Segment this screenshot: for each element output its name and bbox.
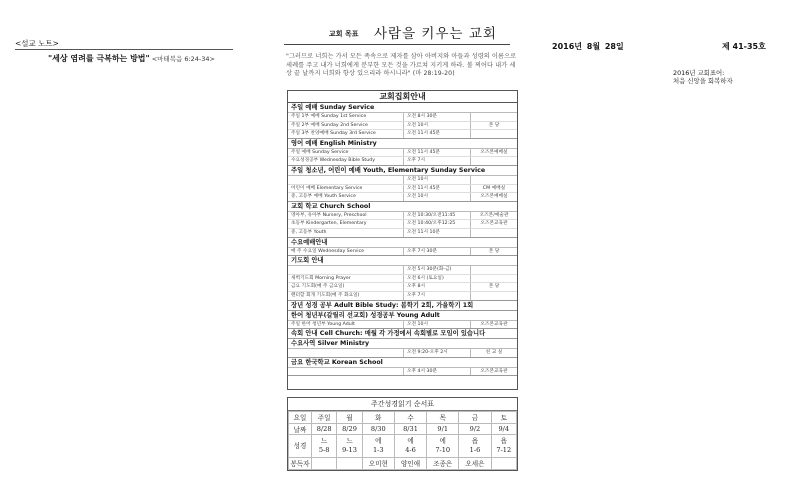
event-time: 오전 10:40/오후12:25: [404, 220, 471, 228]
event-section-title: 한어 청년부(갈릴리 선교회) 성경공부 Young Adult: [288, 311, 517, 321]
date-cell: 9/1: [427, 423, 459, 435]
year-goal-text: 처음 신앙을 회복하자: [673, 77, 733, 86]
event-place: [471, 275, 517, 283]
event-section: [288, 139, 517, 166]
event-section-title: 영어 예배 English Ministry: [288, 139, 517, 149]
event-row: [288, 220, 517, 229]
book-name: 에: [407, 437, 414, 445]
book-name: 에: [439, 437, 446, 445]
book-name: 느: [320, 437, 328, 445]
event-time: 오전 10:30/오전11:45: [404, 212, 471, 220]
day-cell: 주일: [312, 412, 337, 424]
event-section: [288, 301, 517, 311]
event-name: 주일 3부 찬양예배 Sunday 3rd Service: [288, 130, 404, 138]
event-place: [471, 130, 517, 138]
event-name: 주일 1부 예배 Sunday 1st Service: [288, 113, 404, 121]
event-place: 오즈본/예술관: [479, 212, 509, 218]
day-cell: 토: [491, 412, 516, 424]
chapter-range: 7-12: [496, 446, 512, 454]
event-time: 오후 4시 30분: [404, 368, 471, 376]
event-time: 오전 11시 45분: [404, 149, 471, 157]
event-time: 오전 8시 30분: [404, 113, 471, 121]
event-section-title: 수요예배안내: [288, 238, 517, 248]
event-time: 오전 10시: [404, 176, 471, 184]
event-place: CM 예배실: [482, 185, 506, 191]
event-time: 오전 10시: [404, 321, 471, 329]
event-time: 오전 9:20-오후 2시: [404, 349, 471, 357]
chapter-range: 5-8: [318, 446, 330, 454]
event-section: [288, 238, 517, 257]
event-section: [288, 339, 517, 358]
event-name: 금요 기도회(매 주 금요일): [288, 283, 404, 291]
event-name: 수요성경공부 Wednesday Bible Study: [288, 157, 404, 165]
reading-books-row: [289, 435, 517, 458]
chapter-range: 9-13: [342, 446, 357, 454]
chapter-range: 4-6: [405, 446, 416, 454]
event-section-title: 장년 성경 공부 Adult Bible Study: 봄학기 2회, 가을학기 1회: [291, 301, 474, 309]
date-cell: 9/4: [491, 423, 516, 435]
bible-reading-schedule: [287, 397, 518, 471]
dates-label: 날짜: [289, 423, 312, 435]
event-row: [288, 176, 517, 185]
motto-label: 교회 목표: [329, 30, 359, 38]
book-cell: [491, 435, 516, 458]
event-time: 오후 7시: [404, 292, 471, 300]
event-row: [288, 149, 517, 158]
issue-number: 제 41-35호: [722, 42, 766, 51]
event-row: [288, 130, 517, 138]
book-cell: [362, 435, 394, 458]
server-cell: 조종은: [427, 458, 459, 470]
reading-title: 주간성경읽기 순서표: [288, 398, 517, 411]
scripture-verse: "그러므로 너희는 가서 모든 족속으로 제자를 삼아 아버지와 아들과 성령의 이름으로 세례를 주고 내가 너희에게 분부한 모든 것을 가르쳐 지키게 하라. 볼 찌어다 내가 세상 끝 날까지 너희와 항상 있으리라 하시니라" (마 28:19-20): [286, 53, 517, 78]
event-time: 오전 11시 45분: [404, 130, 471, 138]
server-cell: 오미현: [362, 458, 394, 470]
event-row: [288, 292, 517, 300]
event-time: 오전 10시: [404, 193, 471, 201]
event-time: 오후 8시: [404, 283, 471, 291]
event-section-title: 수요사역 Silver Ministry: [288, 339, 517, 349]
event-row: [288, 113, 517, 122]
event-row: [288, 248, 517, 256]
event-row: [288, 349, 517, 357]
sermon-title: [48, 53, 215, 64]
day-cell: 화: [362, 412, 394, 424]
date-cell: 9/2: [459, 423, 491, 435]
date-cell: 8/29: [337, 423, 362, 435]
events-title: 교회집회안내: [288, 91, 517, 103]
date-cell: 8/28: [312, 423, 337, 435]
server-cell: 양인애: [394, 458, 426, 470]
event-time: 오후 7시 30분: [404, 248, 471, 256]
church-events-box: [287, 90, 518, 390]
event-place: 본 당: [488, 284, 500, 290]
event-place: 오즈본예배실: [480, 194, 508, 200]
chapter-range: 7-10: [435, 446, 451, 454]
event-section-title: 기도회 안내: [288, 256, 517, 266]
event-name: [288, 266, 404, 274]
date-cell: 8/30: [362, 423, 394, 435]
event-place: [471, 266, 517, 274]
church-motto: 사람을 키우는 교회: [374, 26, 497, 42]
event-row: [288, 275, 517, 284]
event-place: 오즈본교육관: [480, 321, 508, 327]
event-row: [288, 122, 517, 131]
event-place: 본 당: [488, 122, 500, 128]
event-section-title: 교회 학교 Church School: [288, 202, 517, 212]
server-cell: 오세은: [459, 458, 491, 470]
event-row: [288, 368, 517, 376]
divider: [15, 49, 233, 50]
event-place: [471, 176, 517, 184]
divider: [284, 44, 510, 45]
reading-dates-row: [289, 423, 517, 435]
event-name: 주일 예배 Sunday Service: [288, 149, 404, 157]
year-goal: [673, 69, 733, 85]
event-section: [288, 202, 517, 238]
sermon-title-text: "세상 염려를 극복하는 방법": [48, 54, 150, 63]
event-place: [471, 113, 517, 121]
book-name: 욥: [471, 437, 479, 445]
event-section: [288, 329, 517, 339]
bulletin-date: 2016년 8월 28일: [552, 42, 624, 51]
event-section-title: 금요 한국학교 Korean School: [288, 358, 517, 368]
book-cell: [427, 435, 459, 458]
server-cell: [312, 458, 337, 470]
event-name: 매 주 수요일 Wednesday Service: [288, 248, 404, 256]
event-name: [288, 349, 404, 357]
event-section: [288, 358, 517, 377]
event-name: [288, 176, 404, 184]
event-row: [288, 193, 517, 201]
book-cell: [312, 435, 337, 458]
event-time: 오전 6시 (토요일): [404, 275, 471, 283]
event-place: 본 당: [488, 248, 500, 254]
event-section: [288, 166, 517, 202]
event-row: [288, 185, 517, 194]
event-name: 렌터할 회개 기도회(매 주 화요일): [288, 292, 404, 300]
day-cell: 수: [394, 412, 426, 424]
date-cell: 8/31: [394, 423, 426, 435]
event-place: 오즈본교육관: [480, 221, 508, 227]
chapter-range: 1-3: [372, 446, 384, 454]
chapter-range: 1-6: [469, 446, 481, 454]
event-row: [288, 283, 517, 292]
event-name: 중, 고등부 예배 Youth Service: [288, 193, 404, 201]
event-name: 새벽기도회 Morning Prayer: [288, 275, 404, 283]
event-section: [288, 103, 517, 139]
event-time: 오전 5시 30분(화-금): [404, 266, 471, 274]
event-place: 친 교 실: [485, 350, 503, 356]
event-place: [471, 229, 517, 237]
day-cell: 월: [337, 412, 362, 424]
event-name: 중, 고등부 Youth: [288, 229, 404, 237]
day-cell: 목: [427, 412, 459, 424]
day-cell: 금: [459, 412, 491, 424]
event-place: 오즈본교육관: [480, 368, 508, 374]
event-row: [288, 321, 517, 329]
event-name: 어린이 예배 Elementary Service: [288, 185, 404, 193]
reading-table: [288, 411, 517, 470]
event-row: [288, 266, 517, 275]
event-section: [288, 311, 517, 330]
book-name: 에: [375, 437, 382, 445]
event-name: 초등부 Kindergarten, Elementary: [288, 220, 404, 228]
server-cell: [491, 458, 516, 470]
event-section-title: 주일 청소년, 어린이 예배 Youth, Elementary Sunday Service: [288, 166, 517, 176]
days-label: 요일: [289, 412, 312, 424]
sermon-reference: <마태복음 6:24-34>: [151, 55, 215, 63]
event-place: 오즈본예배실: [480, 149, 508, 155]
event-row: [288, 212, 517, 221]
book-name: 욥: [500, 437, 507, 445]
event-time: 오전 11시 45분: [404, 185, 471, 193]
event-row: [288, 157, 517, 165]
event-row: [288, 229, 517, 237]
event-time: 오전 11시 10분: [404, 229, 471, 237]
event-name: 영아부, 유아부 Nursery, Preschool: [288, 212, 404, 220]
event-section: [288, 256, 517, 300]
servers-label: 봉독자: [289, 458, 312, 470]
event-name: [288, 368, 404, 376]
event-place: [471, 292, 517, 300]
event-name: 주일 2부 예배 Sunday 2nd Service: [288, 122, 404, 130]
sermon-note-title: <설교 노트>: [15, 39, 59, 48]
book-cell: [394, 435, 426, 458]
book-name: 느: [346, 437, 353, 445]
book-cell: [459, 435, 491, 458]
year-goal-label: 2016년 교회표어:: [673, 69, 725, 77]
reading-servers-row: [289, 458, 517, 470]
event-time: 오전 10시: [404, 122, 471, 130]
event-time: 오후 7시: [404, 157, 471, 165]
event-place: [471, 157, 517, 165]
event-section-title: 속회 안내 Cell Church: 매월 각 가정에서 속회별로 모임이 있습니다: [291, 330, 486, 338]
books-label: 성경: [289, 435, 312, 458]
server-cell: [337, 458, 362, 470]
book-cell: [337, 435, 362, 458]
event-name: 주일 한어 청년부 Young Adult: [288, 321, 404, 329]
event-section-title: 주일 예배 Sunday Service: [288, 103, 517, 113]
reading-days-row: [289, 412, 517, 424]
